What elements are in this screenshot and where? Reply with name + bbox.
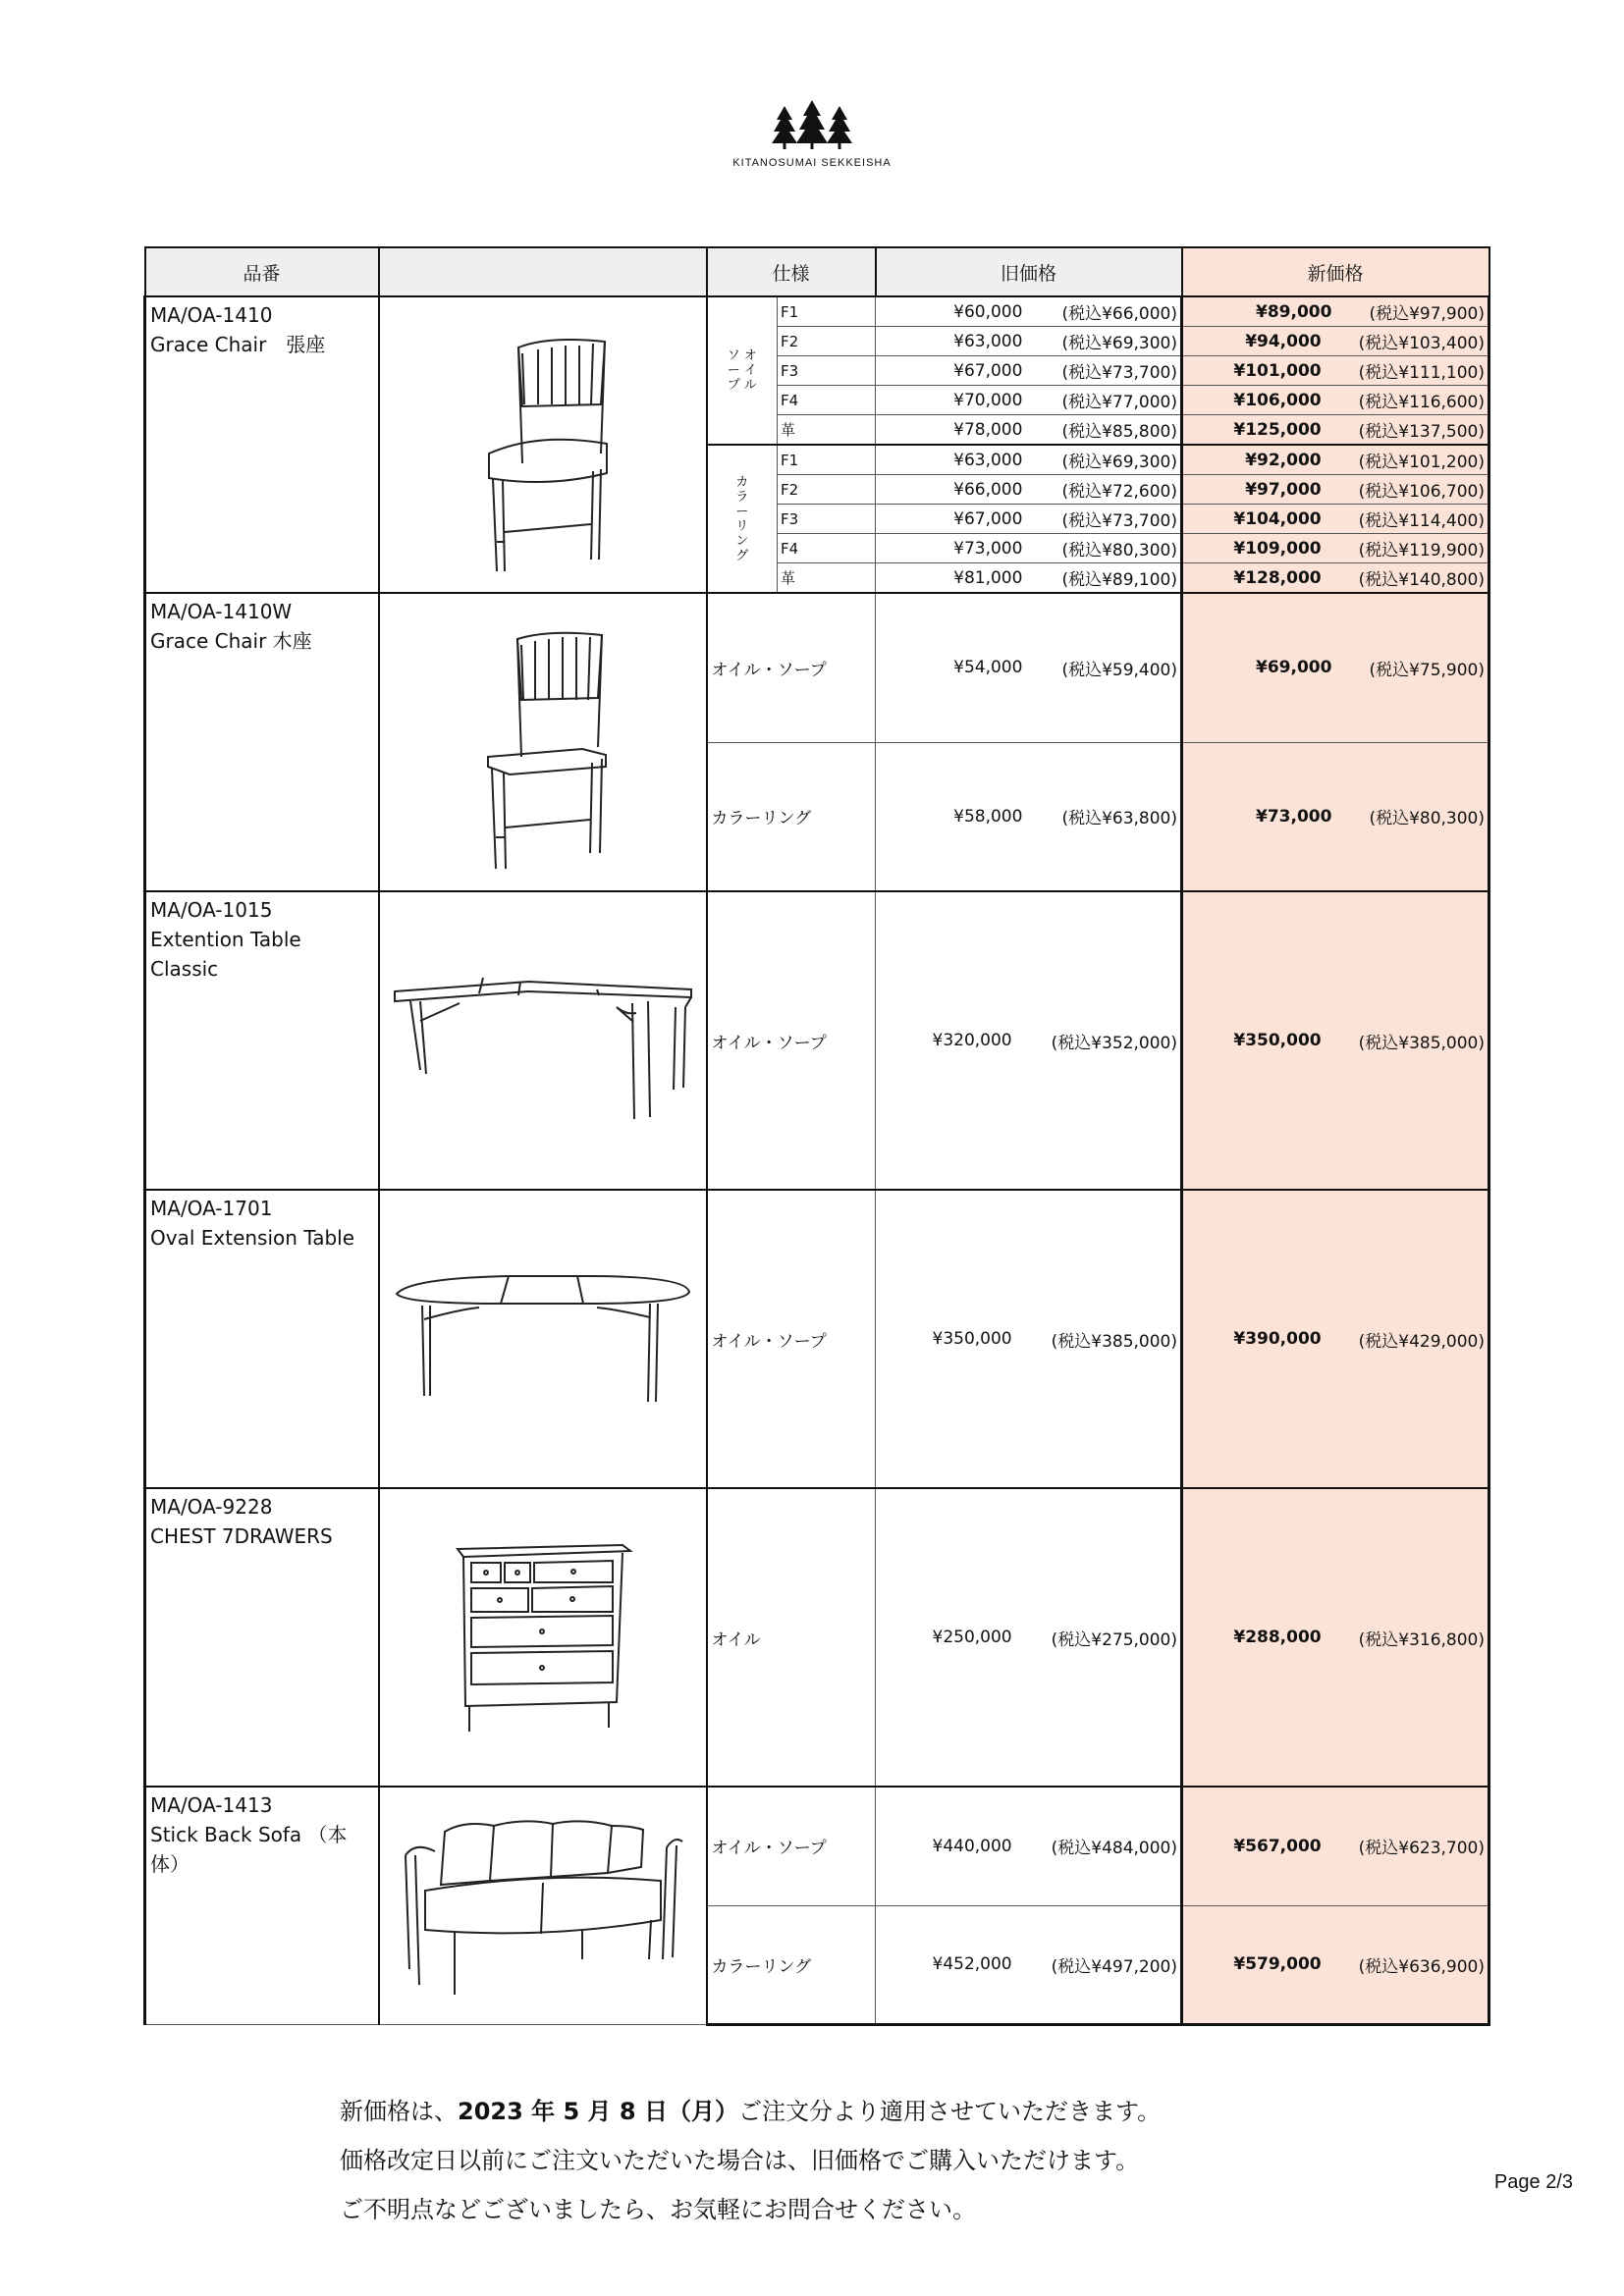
extension-table-icon bbox=[391, 952, 695, 1129]
new-price: ¥73,000 bbox=[1256, 806, 1332, 827]
product-cell bbox=[145, 593, 379, 891]
spec-cell: オイル・ソープ bbox=[707, 593, 876, 742]
old-price-tax: (税込¥59,400) bbox=[1061, 660, 1178, 680]
product-image bbox=[379, 1190, 707, 1488]
product-code: MA/OA-1410W bbox=[150, 600, 293, 623]
old-price-cell bbox=[876, 593, 1182, 742]
header-spec: 仕様 bbox=[707, 247, 876, 296]
old-price-tax: (税込¥497,200) bbox=[1051, 1956, 1178, 1977]
old-price-tax: (税込¥69,300) bbox=[1061, 334, 1178, 353]
new-price-cell bbox=[1182, 563, 1489, 594]
old-price-cell bbox=[876, 296, 1182, 327]
product-image bbox=[379, 296, 707, 593]
new-price-cell bbox=[1182, 1787, 1489, 1905]
old-price-cell bbox=[876, 1488, 1182, 1787]
old-price-cell bbox=[876, 415, 1182, 446]
footer-line-1-pre: 新価格は、 bbox=[340, 2098, 458, 2125]
old-price-tax: (税込¥484,000) bbox=[1051, 1839, 1178, 1859]
product-cell bbox=[145, 1190, 379, 1488]
grade-cell: F2 bbox=[778, 327, 876, 356]
old-price: ¥440,000 bbox=[932, 1836, 1012, 1856]
old-price-tax: (税込¥385,000) bbox=[1051, 1331, 1178, 1352]
product-name: Grace Chair 木座 bbox=[150, 629, 312, 653]
old-price: ¥350,000 bbox=[932, 1329, 1012, 1349]
new-price-cell bbox=[1182, 356, 1489, 386]
new-price-cell bbox=[1182, 505, 1489, 534]
old-price-cell bbox=[876, 563, 1182, 594]
product-cell bbox=[145, 296, 379, 593]
header-image bbox=[379, 247, 707, 296]
new-price: ¥567,000 bbox=[1233, 1836, 1322, 1856]
product-code: MA/OA-1701 bbox=[150, 1197, 273, 1220]
table-header-row bbox=[145, 247, 1489, 296]
new-price: ¥101,000 bbox=[1233, 360, 1322, 381]
old-price: ¥60,000 bbox=[953, 301, 1023, 322]
spec-cell: オイル・ソープ bbox=[707, 1787, 876, 1905]
grade-cell: F4 bbox=[778, 386, 876, 415]
new-price-cell bbox=[1182, 1190, 1489, 1488]
table-row bbox=[145, 1787, 1489, 1905]
new-price-tax: (税込¥106,700) bbox=[1358, 482, 1486, 502]
old-price-cell bbox=[876, 1190, 1182, 1488]
old-price: ¥63,000 bbox=[953, 450, 1023, 470]
old-price: ¥320,000 bbox=[932, 1031, 1012, 1050]
new-price-tax: (税込¥119,900) bbox=[1358, 541, 1486, 561]
new-price: ¥128,000 bbox=[1233, 567, 1322, 588]
new-price: ¥97,000 bbox=[1245, 479, 1322, 500]
new-price-cell bbox=[1182, 1488, 1489, 1787]
old-price-cell bbox=[876, 891, 1182, 1190]
new-price-cell bbox=[1182, 296, 1489, 327]
footer-line-1 bbox=[340, 2087, 1161, 2136]
old-price-cell bbox=[876, 327, 1182, 356]
new-price-cell bbox=[1182, 386, 1489, 415]
grade-cell: F3 bbox=[778, 505, 876, 534]
footer-effective-date: 2023 年 5 月 8 日（月） bbox=[458, 2098, 738, 2125]
old-price: ¥67,000 bbox=[953, 360, 1023, 381]
old-price: ¥70,000 bbox=[953, 390, 1023, 410]
new-price-tax: (税込¥385,000) bbox=[1358, 1033, 1486, 1053]
old-price-tax: (税込¥89,100) bbox=[1061, 570, 1178, 590]
footer-notes bbox=[340, 2087, 1161, 2234]
old-price-tax: (税込¥72,600) bbox=[1061, 482, 1178, 502]
spec-cell: オイル bbox=[707, 1488, 876, 1787]
spec-cell: カラーリング bbox=[707, 1905, 876, 2024]
old-price-tax: (税込¥80,300) bbox=[1061, 541, 1178, 561]
page-number: Page 2/3 bbox=[1493, 2171, 1573, 2193]
old-price-tax: (税込¥73,700) bbox=[1061, 511, 1178, 531]
product-name: Grace Chair 張座 bbox=[150, 333, 326, 356]
new-price: ¥350,000 bbox=[1233, 1031, 1322, 1050]
new-price: ¥89,000 bbox=[1256, 301, 1332, 322]
new-price-cell bbox=[1182, 415, 1489, 446]
new-price-tax: (税込¥429,000) bbox=[1358, 1331, 1486, 1352]
old-price-tax: (税込¥352,000) bbox=[1051, 1033, 1178, 1053]
old-price-cell bbox=[876, 445, 1182, 475]
sofa-icon bbox=[396, 1812, 690, 1999]
header-old-price: 旧価格 bbox=[876, 247, 1182, 296]
new-price: ¥69,000 bbox=[1256, 658, 1332, 678]
new-price-cell bbox=[1182, 891, 1489, 1190]
new-price-tax: (税込¥103,400) bbox=[1358, 334, 1486, 353]
old-price: ¥67,000 bbox=[953, 508, 1023, 529]
spec-cell: オイル・ソープ bbox=[707, 891, 876, 1190]
old-price-cell bbox=[876, 534, 1182, 563]
new-price-tax: (税込¥114,400) bbox=[1358, 511, 1486, 531]
old-price-cell bbox=[876, 1787, 1182, 1905]
new-price-tax: (税込¥140,800) bbox=[1358, 570, 1486, 590]
header-new-price: 新価格 bbox=[1182, 247, 1489, 296]
new-price-cell bbox=[1182, 534, 1489, 563]
product-code: MA/OA-1015 bbox=[150, 898, 273, 922]
product-name: Stick Back Sofa （本体） bbox=[150, 1823, 348, 1876]
old-price: ¥250,000 bbox=[932, 1628, 1012, 1647]
wood-chair-icon bbox=[474, 610, 612, 875]
old-price: ¥73,000 bbox=[953, 538, 1023, 559]
old-price-cell bbox=[876, 475, 1182, 505]
old-price-tax: (税込¥275,000) bbox=[1051, 1629, 1178, 1650]
new-price: ¥390,000 bbox=[1233, 1329, 1322, 1349]
price-table bbox=[143, 246, 1490, 2026]
table-row bbox=[145, 1488, 1489, 1787]
new-price: ¥106,000 bbox=[1233, 390, 1322, 410]
table-row bbox=[145, 296, 1489, 327]
product-code: MA/OA-1410 bbox=[150, 303, 273, 327]
product-name: Extention Table Classic bbox=[150, 928, 301, 981]
new-price-tax: (税込¥101,200) bbox=[1358, 453, 1486, 472]
new-price-tax: (税込¥137,500) bbox=[1358, 422, 1486, 442]
old-price-cell bbox=[876, 742, 1182, 891]
new-price: ¥288,000 bbox=[1233, 1628, 1322, 1647]
grade-cell: F4 bbox=[778, 534, 876, 563]
product-cell bbox=[145, 1488, 379, 1787]
upholstered-chair-icon bbox=[469, 306, 617, 583]
new-price: ¥92,000 bbox=[1245, 450, 1322, 470]
table-row bbox=[145, 593, 1489, 742]
old-price: ¥58,000 bbox=[953, 806, 1023, 827]
spec-cell: カラーリング bbox=[707, 742, 876, 891]
old-price: ¥81,000 bbox=[953, 567, 1023, 588]
new-price-cell bbox=[1182, 742, 1489, 891]
grade-cell: F2 bbox=[778, 475, 876, 505]
old-price: ¥66,000 bbox=[953, 479, 1023, 500]
new-price: ¥109,000 bbox=[1233, 538, 1322, 559]
old-price-cell bbox=[876, 505, 1182, 534]
trees-logo-icon bbox=[771, 98, 853, 149]
product-image bbox=[379, 891, 707, 1190]
new-price-tax: (税込¥636,900) bbox=[1358, 1956, 1486, 1977]
old-price-tax: (税込¥69,300) bbox=[1061, 453, 1178, 472]
new-price-tax: (税込¥75,900) bbox=[1369, 660, 1486, 680]
product-name: CHEST 7DRAWERS bbox=[150, 1524, 333, 1548]
old-price: ¥452,000 bbox=[932, 1954, 1012, 1974]
product-cell bbox=[145, 891, 379, 1190]
new-price: ¥579,000 bbox=[1233, 1954, 1322, 1974]
old-price-cell bbox=[876, 386, 1182, 415]
old-price-tax: (税込¥63,800) bbox=[1061, 809, 1178, 829]
spec-oil-soap-vertical: ソ ー プ オ イ ル bbox=[707, 296, 778, 445]
oval-table-icon bbox=[391, 1270, 695, 1408]
old-price-tax: (税込¥77,000) bbox=[1061, 393, 1178, 412]
new-price: ¥125,000 bbox=[1233, 419, 1322, 440]
new-price-tax: (税込¥111,100) bbox=[1358, 363, 1486, 383]
spec-cell: オイル・ソープ bbox=[707, 1190, 876, 1488]
old-price: ¥54,000 bbox=[953, 658, 1023, 678]
grade-cell: F1 bbox=[778, 296, 876, 327]
product-image bbox=[379, 1787, 707, 2024]
new-price-tax: (税込¥623,700) bbox=[1358, 1839, 1486, 1859]
old-price-tax: (税込¥66,000) bbox=[1061, 304, 1178, 324]
chest-drawers-icon bbox=[450, 1539, 636, 1735]
new-price-cell bbox=[1182, 475, 1489, 505]
new-price-tax: (税込¥116,600) bbox=[1358, 393, 1486, 412]
header-code: 品番 bbox=[145, 247, 379, 296]
grade-cell: F3 bbox=[778, 356, 876, 386]
new-price-cell bbox=[1182, 1905, 1489, 2024]
footer-line-3: ご不明点などございましたら、お気軽にお問合せください。 bbox=[340, 2196, 976, 2223]
old-price: ¥78,000 bbox=[953, 419, 1023, 440]
new-price-tax: (税込¥97,900) bbox=[1369, 304, 1486, 324]
footer-line-1-post: ご注文分より適用させていただきます。 bbox=[737, 2098, 1162, 2125]
old-price-tax: (税込¥73,700) bbox=[1061, 363, 1178, 383]
new-price-cell bbox=[1182, 593, 1489, 742]
table-row bbox=[145, 1190, 1489, 1488]
product-image bbox=[379, 593, 707, 891]
new-price: ¥94,000 bbox=[1245, 331, 1322, 351]
product-code: MA/OA-1413 bbox=[150, 1793, 273, 1817]
new-price-tax: (税込¥80,300) bbox=[1369, 809, 1486, 829]
new-price: ¥104,000 bbox=[1233, 508, 1322, 529]
grade-cell: 革 bbox=[778, 563, 876, 594]
footer-line-2: 価格改定日以前にご注文いただいた場合は、旧価格でご購入いただけます。 bbox=[340, 2147, 1140, 2174]
product-cell bbox=[145, 1787, 379, 2024]
new-price-cell bbox=[1182, 327, 1489, 356]
old-price: ¥63,000 bbox=[953, 331, 1023, 351]
new-price-cell bbox=[1182, 445, 1489, 475]
grade-cell: F1 bbox=[778, 445, 876, 475]
brand-name: KITANOSUMAI SEKKEISHA bbox=[732, 157, 892, 169]
old-price-cell bbox=[876, 356, 1182, 386]
new-price-tax: (税込¥316,800) bbox=[1358, 1629, 1486, 1650]
spec-coloring-vertical: カ ラ ー リ ン グ bbox=[707, 445, 778, 593]
grade-cell: 革 bbox=[778, 415, 876, 446]
product-name: Oval Extension Table bbox=[150, 1226, 355, 1250]
product-image bbox=[379, 1488, 707, 1787]
old-price-tax: (税込¥85,800) bbox=[1061, 422, 1178, 442]
table-row bbox=[145, 891, 1489, 1190]
old-price-cell bbox=[876, 1905, 1182, 2024]
brand-logo bbox=[0, 98, 1624, 169]
product-code: MA/OA-9228 bbox=[150, 1495, 273, 1519]
